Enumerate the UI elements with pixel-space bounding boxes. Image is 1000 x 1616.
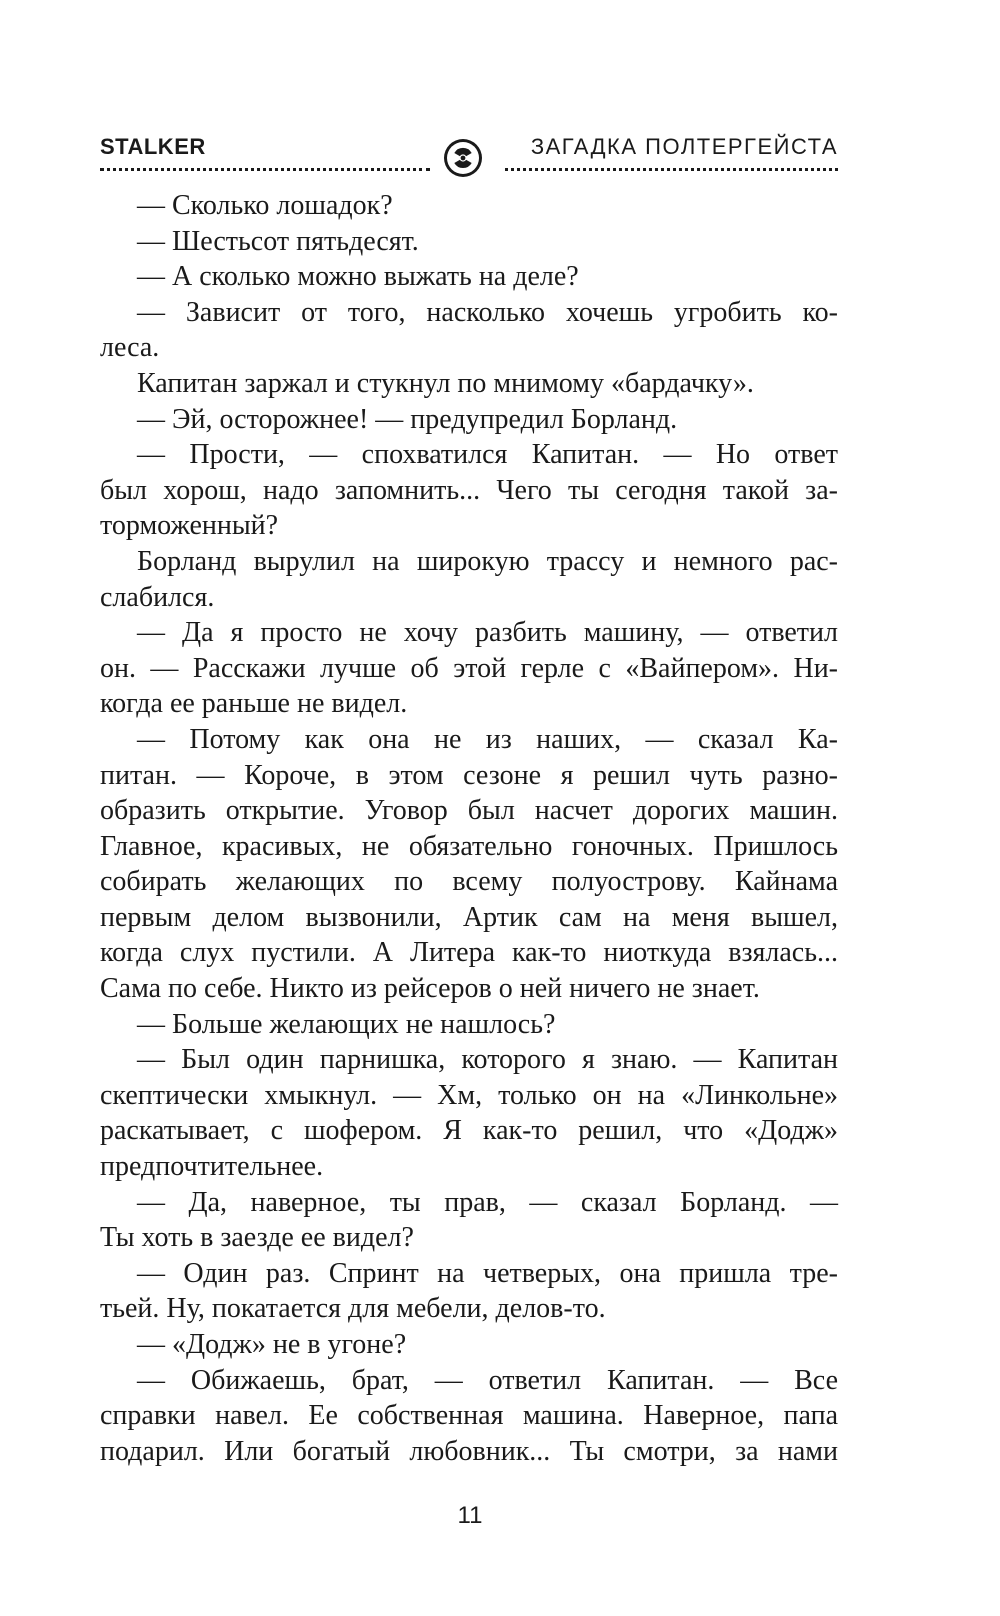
text-line: образить открытие. Уговор был насчет дорогих машин.: [100, 795, 838, 827]
text-line: — А сколько можно выжать на деле?: [137, 261, 579, 293]
text-line: Главное, красивых, не обязательно гоночных. Пришлось: [100, 830, 838, 862]
text-line: — Да, наверное, ты прав, — сказал Борланд. —: [137, 1186, 838, 1218]
text-line: собирать желающих по всему полуострову. Кайнама: [100, 866, 838, 898]
text-line: скептически хмыкнул. — Хм, только он на «Линкольне»: [100, 1079, 838, 1111]
text-line: когда слух пустили. А Литера как-то ниоткуда взялась...: [100, 937, 838, 969]
text-line: Борланд вырулил на широкую трассу и немного рас-: [137, 545, 838, 577]
text-line: — Шестьсот пятьдесят.: [137, 225, 419, 257]
text-line: подарил. Или богатый любовник... Ты смотри, за нами: [100, 1435, 838, 1467]
text-line: он. — Расскажи лучше об этой герле с «Вайпером». Ни-: [100, 652, 838, 684]
radiation-icon: [443, 138, 483, 178]
text-line: предпочтительнее.: [100, 1151, 324, 1183]
text-line: Капитан заржал и стукнул по мнимому «бардачку».: [137, 367, 754, 399]
text-line: — Да я просто не хочу разбить машину, — ответил: [137, 617, 838, 649]
header-dotted-rule-left: [100, 168, 430, 171]
text-line: справки навел. Ее собственная машина. Наверное, папа: [100, 1400, 838, 1432]
header-dotted-rule-right: [505, 168, 838, 171]
text-line: — Потому как она не из наших, — сказал Ка-: [137, 723, 838, 755]
text-line: слабился.: [100, 581, 215, 613]
text-line: — Один раз. Спринт на четверых, она пришла тре-: [137, 1257, 838, 1289]
text-line: торможенный?: [100, 510, 279, 542]
page-number: 11: [457, 1502, 483, 1529]
running-header: [100, 128, 838, 174]
text-line: тьей. Ну, покатается для мебели, делов-то.: [100, 1293, 606, 1325]
body-text: [100, 188, 838, 1469]
text-line: — Сколько лошадок?: [137, 190, 393, 221]
text-line: — Больше желающих не нашлось?: [137, 1008, 556, 1040]
text-line: — Эй, осторожнее! — предупредил Борланд.: [137, 403, 678, 435]
text-line: питан. — Короче, в этом сезоне я решил чуть разно-: [100, 759, 838, 791]
text-line: — Обижаешь, брат, — ответил Капитан. — Все: [137, 1364, 838, 1396]
text-line: — Зависит от того, насколько хочешь угробить ко-: [137, 296, 838, 328]
text-line: — Прости, — спохватился Капитан. — Но ответ: [137, 439, 838, 471]
text-line: первым делом вызвонили, Артик сам на меня вышел,: [100, 901, 838, 933]
text-line: — Был один парнишка, которого я знаю. — Капитан: [137, 1044, 838, 1076]
text-line: был хорош, надо запомнить... Чего ты сегодня такой за-: [100, 474, 838, 506]
text-line: раскатывает, с шофером. Я как-то решил, что «Додж»: [100, 1115, 838, 1147]
text-line: леса.: [100, 332, 160, 364]
text-line: Ты хоть в заезде ее видел?: [100, 1222, 414, 1254]
series-name: STALKER: [100, 134, 206, 159]
text-line: Сама по себе. Никто из рейсеров о ней ничего не знает.: [100, 973, 760, 1005]
book-title: ЗАГАДКА ПОЛТЕРГЕЙСТА: [530, 134, 838, 159]
text-line: — «Додж» не в угоне?: [137, 1329, 407, 1360]
text-line: когда ее раньше не видел.: [100, 688, 408, 720]
